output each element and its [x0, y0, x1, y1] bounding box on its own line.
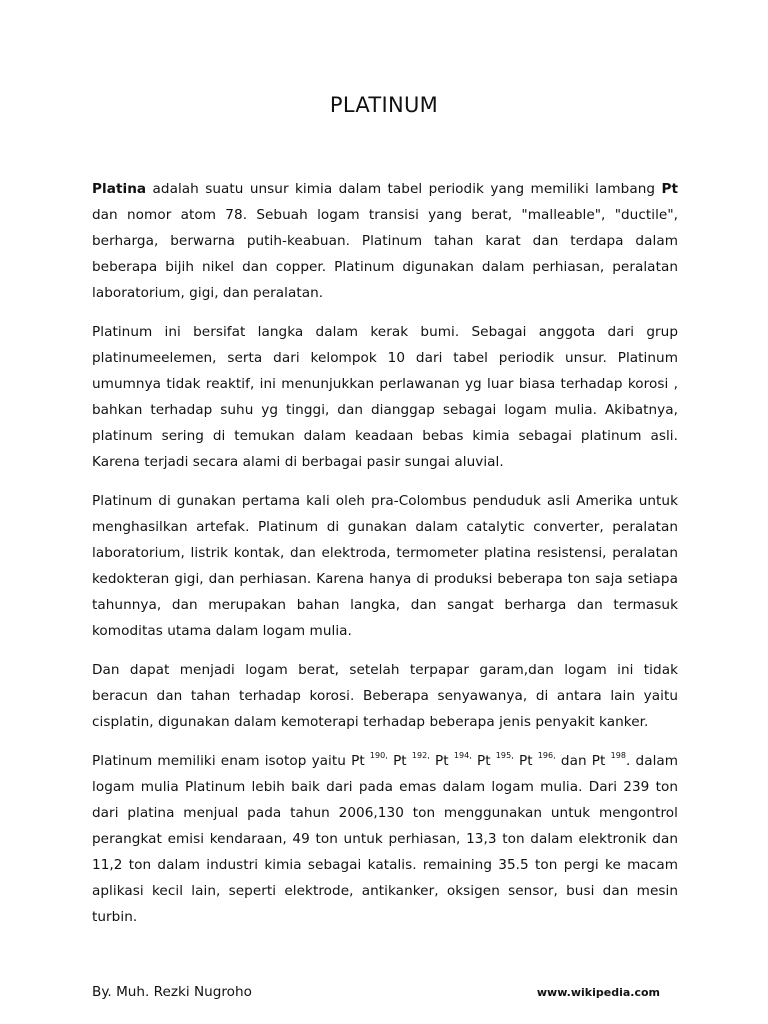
author-credit: By. Muh. Rezki Nugroho: [92, 984, 252, 1000]
and-word: dan: [555, 753, 592, 769]
isotope-mass: 194,: [453, 751, 472, 760]
paragraph-3: Platinum di gunakan pertama kali oleh pra-Colombus penduduk asli Amerika untuk menghasilkan artefak. Platinum di gunakan dalam catalytic converter, peralatan laboratorium, listrik kontak, dan elektroda, termometer platina resistensi, peralatan kedokteran gigi, dan perhiasan. Karena hanya di produksi beberapa ton saja setiapa tahunnya, dan merupakan bahan langka, dan sangat berharga dan termasuk komoditas utama dalam logam mulia.: [92, 493, 678, 639]
document-title: PLATINUM: [329, 93, 439, 117]
paragraph-5-intro: Platinum memiliki enam isotop yaitu: [92, 753, 352, 769]
isotope-2: [393, 753, 430, 769]
isotope-4: [477, 753, 514, 769]
isotope-symbol: Pt: [591, 753, 606, 769]
isotope-symbol: Pt: [351, 753, 365, 769]
isotope-mass: 192,: [411, 751, 430, 760]
paragraph-2: Platinum ini bersifat langka dalam kerak bumi. Sebagai anggota dari grup platinumeelemen, serta dari kelompok 10 dari tabel periodik unsur. Platinum umumnya tidak reaktif, ini menunjukkan perlawanan yg luar biasa terhadap korosi , bahkan terhadap suhu yg tinggi, dan dianggap sebagai logam mulia. Akibatnya, platinum sering di temukan dalam keadaan bebas kimia sebagai platinum asli. Karena terjadi secara alami di berbagai pasir sungai aluvial.: [92, 324, 678, 470]
isotope-symbol: Pt: [518, 753, 533, 769]
isotope-symbol: Pt: [477, 753, 491, 769]
isotope-mass: 198: [610, 751, 627, 760]
isotope-symbol: Pt: [393, 753, 407, 769]
isotope-mass: 195,: [495, 751, 514, 760]
document-body: [92, 176, 678, 943]
paragraph-1: [92, 176, 678, 306]
paragraph-1-text-a: adalah suatu unsur kimia dalam tabel periodik yang memiliki lambang: [146, 181, 662, 197]
paragraph-1-text-b: dan nomor atom 78. Sebuah logam transisi yang berat, "malleable", "ductile", berharga, berwarna putih-keabuan. Platinum tahan karat dan terdapa dalam beberapa bijih nikel dan copper. Platinum digunakan dalam perhiasan, peralatan laboratorium, gigi, dan peralatan.: [92, 207, 678, 301]
source-link: www.wikipedia.com: [536, 986, 660, 999]
isotope-5: [519, 753, 556, 769]
isotope-1: [351, 753, 388, 769]
isotope-mass: 196,: [537, 751, 556, 760]
bold-term-platina: Platina: [92, 181, 147, 197]
isotope-mass: 190,: [369, 751, 388, 760]
paragraph-4: Dan dapat menjadi logam berat, setelah terpapar garam,dan logam ini tidak beracun dan tahan terhadap korosi. Beberapa senyawanya, di antara lain yaitu cisplatin, digunakan dalam kemoterapi terhadap beberapa jenis penyakit kanker.: [92, 662, 678, 730]
bold-symbol-pt: Pt: [661, 181, 678, 197]
paragraph-5: [92, 748, 678, 930]
isotope-6: [592, 753, 626, 769]
isotope-3: [435, 753, 472, 769]
paragraph-5-rest: . dalam logam mulia Platinum lebih baik dari pada emas dalam logam mulia. Dari 239 ton dari platina menjual pada tahun 2006,130 ton menggunakan untuk mengontrol perangkat emisi kendaraan, 49 ton untuk perhiasan, 13,3 ton dalam elektronik dan 11,2 ton dalam industri kimia sebagai katalis. remaining 35.5 ton pergi ke macam aplikasi kecil lain, seperti elektrode, antikanker, oksigen sensor, busi dan mesin turbin.: [92, 753, 679, 925]
isotope-symbol: Pt: [435, 753, 449, 769]
